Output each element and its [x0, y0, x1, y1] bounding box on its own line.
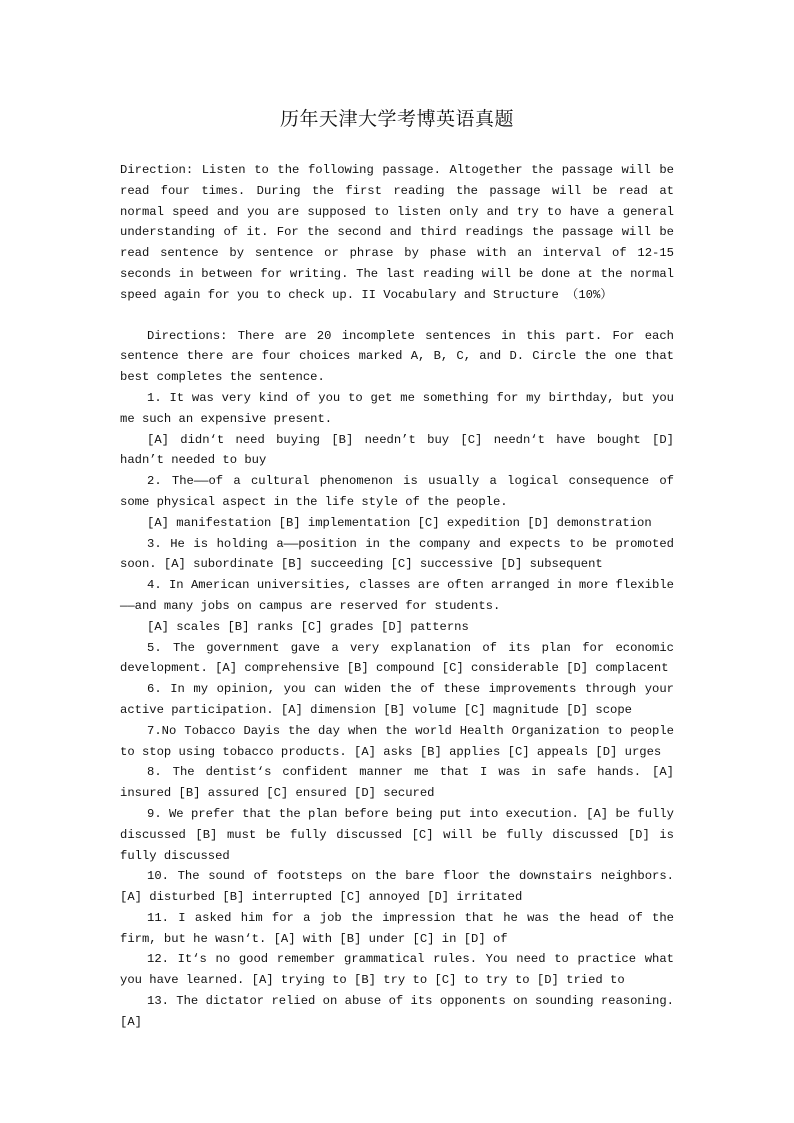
question-1-options: [A] didn‘t need buying [B] needn’t buy [C] needn‘t have bought [D] hadn’t needed to buy: [120, 432, 674, 468]
vocabulary-directions: Directions: There are 20 incomplete sentences in this part. For each sentence there are four choices marked A, B, C, and D. Circle the one that best completes the sentence.: [120, 328, 674, 385]
question-3: 3. He is holding a——position in the company and expects to be promoted soon. [A] subordinate [B] succeeding [C] successive [D] subsequent: [120, 536, 674, 572]
question-7: 7.No Tobacco Dayis the day when the world Health Organization to people to stop using tobacco products. [A] asks [B] applies [C] appeals [D] urges: [120, 723, 674, 759]
question-6: 6. In my opinion, you can widen the of these improvements through your active participation. [A] dimension [B] volume [C] magnitude [D] scope: [120, 682, 674, 717]
question-8: 8. The dentist‘s confident manner me that I was in safe hands. [A] insured [B] assured [C] ensured [D] secured: [120, 765, 674, 801]
listening-direction: Direction: Listen to the following passage. Altogether the passage will be read four times. During the first reading the passage will be read at normal speed and you are supposed to listen only and try to have a general understanding of it. For the second and third readings the passage will be read sentence by sentence or phrase by phase with an interval of 12-15 seconds in between for writing. The last reading will be done at the normal speed again for you to check up. II Vocabulary and Structure （10%）: [120, 163, 674, 302]
question-10: 10. The sound of footsteps on the bare floor the downstairs neighbors. [A] disturbed [B] interrupted [C] annoyed [D] irritated: [120, 869, 674, 905]
question-12: 12. It‘s no good remember grammatical rules. You need to practice what you have learned. [A] trying to [B] try to [C] to try to [D] tried to: [120, 952, 674, 988]
question-2: 2. The——of a cultural phenomenon is usually a logical consequence of some physical aspect in the life style of the people.: [120, 474, 674, 509]
question-13: 13. The dictator relied on abuse of its opponents on sounding reasoning. [A]: [120, 994, 674, 1029]
paragraph-gap: [120, 306, 674, 326]
question-4-options: [A] scales [B] ranks [C] grades [D] patterns: [147, 619, 469, 634]
question-4: 4. In American universities, classes are often arranged in more flexible——and many jobs on campus are reserved for students.: [120, 578, 674, 613]
question-9: 9. We prefer that the plan before being put into execution. [A] be fully discussed [B] must be fully discussed [C] will be fully discussed [D] is fully discussed: [120, 806, 674, 863]
question-1: 1. It was very kind of you to get me something for my birthday, but you me such an expensive present.: [120, 390, 674, 426]
question-5: 5. The government gave a very explanation of its plan for economic development. [A] comprehensive [B] compound [C] considerable [D] complacent: [120, 640, 674, 676]
document-body: [120, 160, 674, 1033]
question-2-options: [A] manifestation [B] implementation [C] expedition [D] demonstration: [147, 515, 652, 530]
question-11: 11. I asked him for a job the impression that he was the head of the firm, but he wasn‘t. [A] with [B] under [C] in [D] of: [120, 910, 674, 946]
page-title: 历年天津大学考博英语真题: [279, 108, 514, 130]
